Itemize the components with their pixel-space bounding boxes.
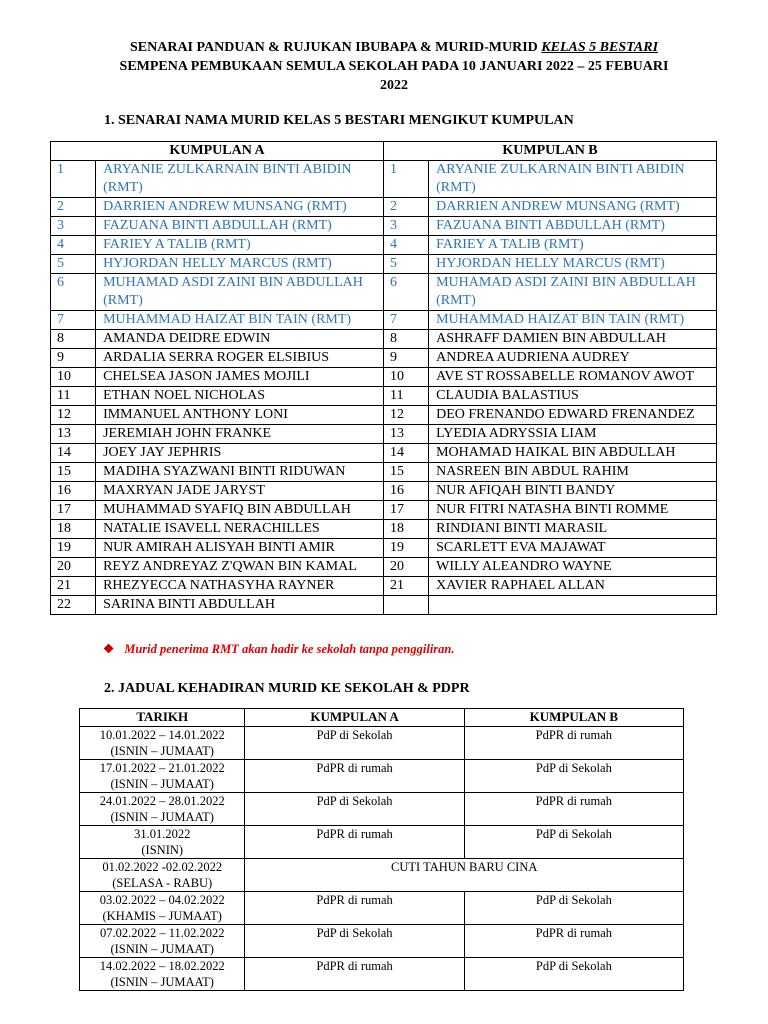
- student-row: [51, 255, 717, 274]
- group-b-mode: PdPR di rumah: [464, 793, 683, 826]
- group-b-number: 17: [384, 501, 429, 520]
- schedule-header-date: TARIKH: [80, 709, 245, 727]
- group-b-number: 16: [384, 482, 429, 501]
- schedule-table-body: [80, 727, 684, 991]
- group-a-number: 18: [51, 520, 96, 539]
- schedule-date-cell: [80, 760, 245, 793]
- student-row: [51, 349, 717, 368]
- schedule-row: [80, 826, 684, 859]
- group-b-student-name: [429, 596, 717, 615]
- group-a-number: 3: [51, 217, 96, 236]
- group-a-mode: PdPR di rumah: [245, 958, 464, 991]
- schedule-date-cell: [80, 958, 245, 991]
- group-b-number: 19: [384, 539, 429, 558]
- schedule-row: [80, 892, 684, 925]
- schedule-row: [80, 925, 684, 958]
- group-a-number: 16: [51, 482, 96, 501]
- schedule-date-range: 07.02.2022 – 11.02.2022: [99, 926, 225, 940]
- group-b-student-name: FAZUANA BINTI ABDULLAH (RMT): [429, 217, 717, 236]
- group-b-number: 11: [384, 387, 429, 406]
- group-a-student-name: ARYANIE ZULKARNAIN BINTI ABIDIN (RMT): [96, 161, 384, 198]
- schedule-days: (SELASA - RABU): [112, 876, 213, 890]
- group-b-student-name: NASREEN BIN ABDUL RAHIM: [429, 463, 717, 482]
- group-b-student-name: NUR AFIQAH BINTI BANDY: [429, 482, 717, 501]
- schedule-days: (ISNIN – JUMAAT): [110, 744, 214, 758]
- group-b-number: 15: [384, 463, 429, 482]
- group-a-student-name: REYZ ANDREYAZ Z'QWAN BIN KAMAL: [96, 558, 384, 577]
- group-b-student-name: ANDREA AUDRIENA AUDREY: [429, 349, 717, 368]
- group-a-student-name: FARIEY A TALIB (RMT): [96, 236, 384, 255]
- group-a-student-name: MADIHA SYAZWANI BINTI RIDUWAN: [96, 463, 384, 482]
- group-a-mode: PdPR di rumah: [245, 892, 464, 925]
- group-b-number: 5: [384, 255, 429, 274]
- student-row: [51, 274, 717, 311]
- rmt-note: [103, 641, 454, 657]
- group-b-number: 6: [384, 274, 429, 311]
- schedule-row: [80, 859, 684, 892]
- group-b-number: 18: [384, 520, 429, 539]
- schedule-header-group-a: KUMPULAN A: [245, 709, 464, 727]
- group-a-student-name: MAXRYAN JADE JARYST: [96, 482, 384, 501]
- group-a-student-name: ARDALIA SERRA ROGER ELSIBIUS: [96, 349, 384, 368]
- schedule-date-range: 01.02.2022 -02.02.2022: [102, 860, 223, 874]
- group-b-number: 13: [384, 425, 429, 444]
- group-b-student-name: XAVIER RAPHAEL ALLAN: [429, 577, 717, 596]
- student-groups-table: [50, 141, 717, 615]
- group-a-mode: PdP di Sekolah: [245, 727, 464, 760]
- group-a-number: 22: [51, 596, 96, 615]
- schedule-days: (ISNIN – JUMAAT): [110, 810, 214, 824]
- student-row: [51, 577, 717, 596]
- student-row: [51, 368, 717, 387]
- student-row: [51, 217, 717, 236]
- group-a-mode: PdP di Sekolah: [245, 793, 464, 826]
- group-a-number: 4: [51, 236, 96, 255]
- group-a-number: 20: [51, 558, 96, 577]
- schedule-row: [80, 793, 684, 826]
- group-a-number: 14: [51, 444, 96, 463]
- rmt-note-text: Murid penerima RMT akan hadir ke sekolah tanpa penggiliran.: [124, 642, 455, 656]
- group-a-number: 15: [51, 463, 96, 482]
- group-b-student-name: CLAUDIA BALASTIUS: [429, 387, 717, 406]
- group-a-student-name: SARINA BINTI ABDULLAH: [96, 596, 384, 615]
- group-b-student-name: SCARLETT EVA MAJAWAT: [429, 539, 717, 558]
- schedule-days: (ISNIN – JUMAAT): [110, 942, 214, 956]
- student-row: [51, 311, 717, 330]
- student-row: [51, 596, 717, 615]
- group-b-header: KUMPULAN B: [384, 142, 717, 161]
- student-row: [51, 520, 717, 539]
- group-b-number: 1: [384, 161, 429, 198]
- group-b-student-name: FARIEY A TALIB (RMT): [429, 236, 717, 255]
- student-row: [51, 482, 717, 501]
- group-b-student-name: LYEDIA ADRYSSIA LIAM: [429, 425, 717, 444]
- group-a-student-name: MUHAMMAD HAIZAT BIN TAIN (RMT): [96, 311, 384, 330]
- group-a-student-name: HYJORDAN HELLY MARCUS (RMT): [96, 255, 384, 274]
- group-b-number: 4: [384, 236, 429, 255]
- group-b-number: 7: [384, 311, 429, 330]
- schedule-row: [80, 727, 684, 760]
- group-b-number: 2: [384, 198, 429, 217]
- schedule-date-range: 24.01.2022 – 28.01.2022: [99, 794, 225, 808]
- schedule-header-group-b: KUMPULAN B: [464, 709, 683, 727]
- group-a-number: 21: [51, 577, 96, 596]
- group-b-student-name: DARRIEN ANDREW MUNSANG (RMT): [429, 198, 717, 217]
- student-row: [51, 539, 717, 558]
- student-row: [51, 444, 717, 463]
- group-a-number: 11: [51, 387, 96, 406]
- group-a-student-name: AMANDA DEIDRE EDWIN: [96, 330, 384, 349]
- schedule-date-range: 10.01.2022 – 14.01.2022: [99, 728, 225, 742]
- group-a-student-name: CHELSEA JASON JAMES MOJILI: [96, 368, 384, 387]
- diamond-bullet-icon: ❖: [103, 642, 115, 656]
- student-row: [51, 387, 717, 406]
- doc-title-prefix: SENARAI PANDUAN & RUJUKAN IBUBAPA & MURID-MURID: [129, 40, 542, 55]
- group-a-student-name: RHEZYECCA NATHASYHA RAYNER: [96, 577, 384, 596]
- group-a-number: 10: [51, 368, 96, 387]
- group-b-student-name: MUHAMAD ASDI ZAINI BIN ABDULLAH (RMT): [429, 274, 717, 311]
- group-a-student-name: JEREMIAH JOHN FRANKE: [96, 425, 384, 444]
- group-b-mode: PdP di Sekolah: [464, 826, 683, 859]
- doc-title-line2: SEMPENA PEMBUKAAN SEMULA SEKOLAH PADA 10 JANUARI 2022 – 25 FEBUARI: [119, 59, 669, 74]
- schedule-days: (KHAMIS – JUMAAT): [102, 909, 222, 923]
- schedule-row: [80, 958, 684, 991]
- schedule-days: (ISNIN): [141, 843, 184, 857]
- group-a-number: 9: [51, 349, 96, 368]
- group-a-number: 13: [51, 425, 96, 444]
- group-a-mode: PdPR di rumah: [245, 760, 464, 793]
- section-1-title: 1. SENARAI NAMA MURID KELAS 5 BESTARI MENGIKUT KUMPULAN: [104, 113, 574, 128]
- group-b-number: 8: [384, 330, 429, 349]
- group-b-student-name: MUHAMMAD HAIZAT BIN TAIN (RMT): [429, 311, 717, 330]
- group-b-number: 21: [384, 577, 429, 596]
- group-a-student-name: NUR AMIRAH ALISYAH BINTI AMIR: [96, 539, 384, 558]
- schedule-table-header: [80, 709, 684, 727]
- group-b-number: 20: [384, 558, 429, 577]
- doc-title-line3: 2022: [380, 78, 408, 93]
- student-row: [51, 236, 717, 255]
- student-row: [51, 161, 717, 198]
- group-a-number: 5: [51, 255, 96, 274]
- group-a-student-name: MUHAMMAD SYAFIQ BIN ABDULLAH: [96, 501, 384, 520]
- student-row: [51, 406, 717, 425]
- doc-title-class: KELAS 5 BESTARI: [541, 40, 659, 55]
- group-b-student-name: AVE ST ROSSABELLE ROMANOV AWOT: [429, 368, 717, 387]
- doc-title-line1: [60, 39, 728, 57]
- group-b-number: 10: [384, 368, 429, 387]
- group-b-number: 14: [384, 444, 429, 463]
- group-b-mode: PdP di Sekolah: [464, 760, 683, 793]
- group-b-mode: PdP di Sekolah: [464, 958, 683, 991]
- group-b-student-name: ARYANIE ZULKARNAIN BINTI ABIDIN (RMT): [429, 161, 717, 198]
- schedule-date-cell: [80, 727, 245, 760]
- schedule-date-cell: [80, 793, 245, 826]
- group-b-mode: PdP di Sekolah: [464, 892, 683, 925]
- group-b-student-name: ASHRAFF DAMIEN BIN ABDULLAH: [429, 330, 717, 349]
- group-a-mode: PdP di Sekolah: [245, 925, 464, 958]
- student-row: [51, 463, 717, 482]
- group-b-student-name: DEO FRENANDO EDWARD FRENANDEZ: [429, 406, 717, 425]
- group-a-student-name: JOEY JAY JEPHRIS: [96, 444, 384, 463]
- student-row: [51, 425, 717, 444]
- group-a-student-name: MUHAMAD ASDI ZAINI BIN ABDULLAH (RMT): [96, 274, 384, 311]
- student-table-header: [51, 142, 717, 161]
- student-row: [51, 198, 717, 217]
- group-a-number: 12: [51, 406, 96, 425]
- schedule-date-range: 31.01.2022: [134, 827, 191, 841]
- group-a-student-name: FAZUANA BINTI ABDULLAH (RMT): [96, 217, 384, 236]
- student-row: [51, 558, 717, 577]
- group-b-number: 12: [384, 406, 429, 425]
- group-b-student-name: HYJORDAN HELLY MARCUS (RMT): [429, 255, 717, 274]
- student-table-body: [51, 161, 717, 615]
- schedule-date-range: 14.02.2022 – 18.02.2022: [99, 959, 225, 973]
- schedule-date-cell: [80, 859, 245, 892]
- schedule-days: (ISNIN – JUMAAT): [110, 777, 214, 791]
- schedule-date-cell: [80, 826, 245, 859]
- schedule-date-range: 03.02.2022 – 04.02.2022: [99, 893, 225, 907]
- section-2-title: 2. JADUAL KEHADIRAN MURID KE SEKOLAH & PDPR: [104, 681, 470, 696]
- group-a-number: 6: [51, 274, 96, 311]
- group-b-number: 9: [384, 349, 429, 368]
- schedule-row: [80, 760, 684, 793]
- group-a-number: 17: [51, 501, 96, 520]
- group-a-header: KUMPULAN A: [51, 142, 384, 161]
- schedule-date-cell: [80, 892, 245, 925]
- group-a-number: 19: [51, 539, 96, 558]
- group-a-student-name: IMMANUEL ANTHONY LONI: [96, 406, 384, 425]
- schedule-date-range: 17.01.2022 – 21.01.2022: [99, 761, 225, 775]
- group-b-student-name: RINDIANI BINTI MARASIL: [429, 520, 717, 539]
- student-row: [51, 501, 717, 520]
- schedule-date-cell: [80, 925, 245, 958]
- group-a-student-name: ETHAN NOEL NICHOLAS: [96, 387, 384, 406]
- group-b-number: [384, 596, 429, 615]
- group-b-student-name: MOHAMAD HAIKAL BIN ABDULLAH: [429, 444, 717, 463]
- group-a-number: 7: [51, 311, 96, 330]
- group-b-number: 3: [384, 217, 429, 236]
- schedule-days: (ISNIN – JUMAAT): [110, 975, 214, 989]
- student-row: [51, 330, 717, 349]
- attendance-schedule-table: [79, 708, 684, 991]
- group-b-mode: PdPR di rumah: [464, 925, 683, 958]
- group-a-number: 2: [51, 198, 96, 217]
- group-a-number: 8: [51, 330, 96, 349]
- group-a-mode: PdPR di rumah: [245, 826, 464, 859]
- group-b-mode: PdPR di rumah: [464, 727, 683, 760]
- group-a-student-name: DARRIEN ANDREW MUNSANG (RMT): [96, 198, 384, 217]
- holiday-cell: CUTI TAHUN BARU CINA: [245, 859, 684, 892]
- group-a-student-name: NATALIE ISAVELL NERACHILLES: [96, 520, 384, 539]
- group-b-student-name: NUR FITRI NATASHA BINTI ROMME: [429, 501, 717, 520]
- group-b-student-name: WILLY ALEANDRO WAYNE: [429, 558, 717, 577]
- group-a-number: 1: [51, 161, 96, 198]
